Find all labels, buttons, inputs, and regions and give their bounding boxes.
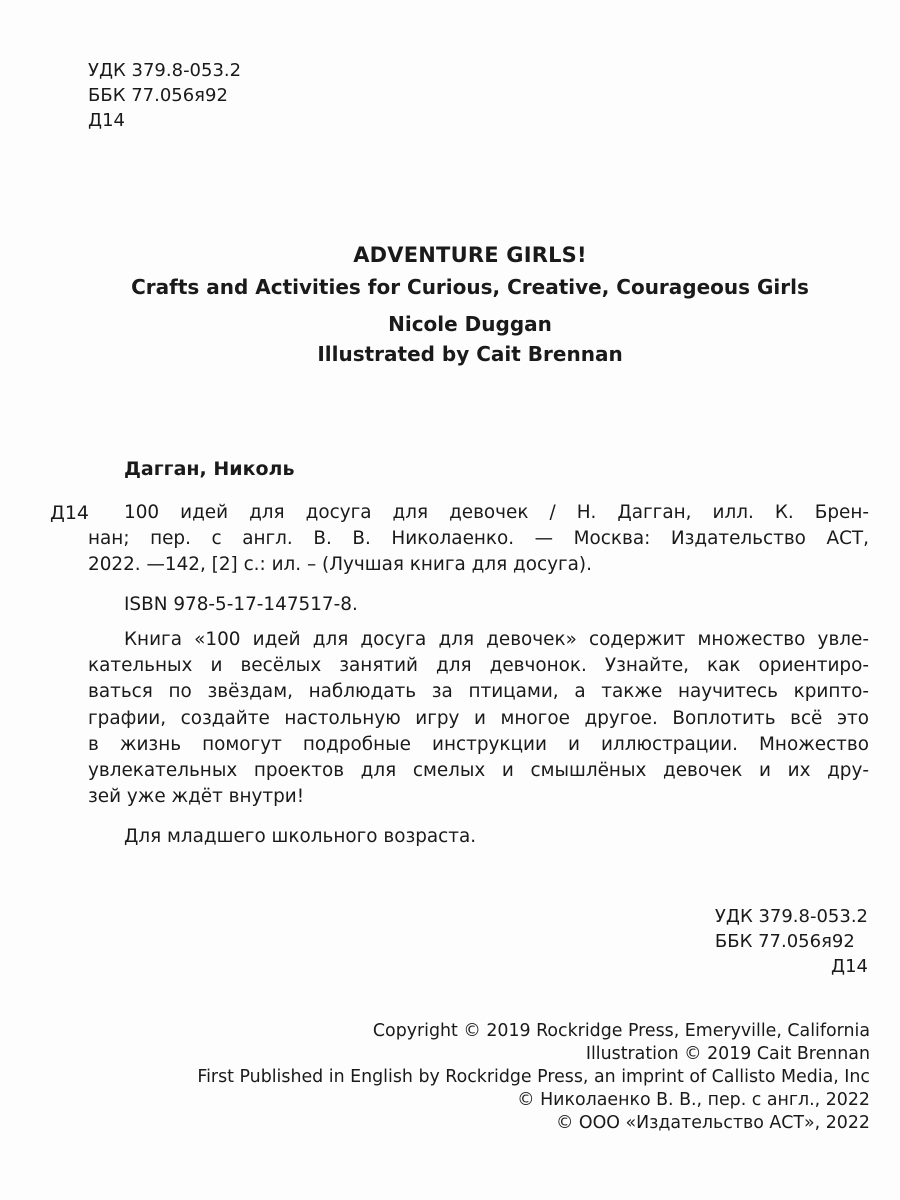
bibliographic-description	[124, 500, 869, 526]
bib-line: 100 идей для досуга для девочек / Н. Дагган, илл. К. Брен-	[124, 502, 869, 523]
bib-line: 2022. —142, [2] с.: ил. – (Лучшая книга для досуга).	[88, 554, 592, 575]
annotation-line: в жизнь помогут подробные инструкции и иллюстрации. Множество	[88, 733, 869, 755]
catalog-author-heading: Дагган, Николь	[124, 458, 295, 480]
annotation-line: Книга «100 идей для досуга для девочек» содержит множество увле-	[124, 629, 869, 650]
copyright-block	[197, 1020, 870, 1135]
bbk-code: ББК 77.056я92	[88, 85, 228, 106]
author-mark: Д14	[831, 956, 868, 977]
annotation-line: ваться по звёздам, наблюдать за птицами, а также научитесь крипто-	[88, 681, 869, 703]
book-author: Nicole Duggan	[388, 312, 552, 336]
catalog-index: Д14	[50, 502, 90, 524]
classification-codes-bottom	[715, 904, 868, 979]
isbn: ISBN 978-5-17-147517-8.	[124, 594, 358, 615]
udk-code: УДК 379.8-053.2	[88, 60, 242, 81]
annotation-line: кательных и весёлых занятий для девчонок. Узнайте, как ориентиро-	[88, 655, 869, 677]
annotation-line: увлекательных проектов для смелых и смышлёных девочек и их дру-	[88, 760, 869, 782]
copyright-line: Illustration © 2019 Cait Brennan	[585, 1044, 870, 1064]
bbk-code: ББК 77.056я92	[714, 931, 855, 952]
book-subtitle: Crafts and Activities for Curious, Creative, Courageous Girls	[131, 275, 809, 299]
copyright-line: © Николаенко В. В., пер. с англ., 2022	[517, 1090, 870, 1110]
author-mark: Д14	[88, 110, 125, 131]
book-title: ADVENTURE GIRLS!	[353, 243, 587, 267]
original-title-block	[40, 240, 900, 369]
age-rating: Для младшего школьного возраста.	[124, 826, 477, 847]
classification-codes-top	[88, 58, 241, 133]
copyright-line: First Published in English by Rockridge Press, an imprint of Callisto Media, Inc	[197, 1067, 870, 1087]
annotation	[88, 627, 869, 810]
copyright-line: Copyright © 2019 Rockridge Press, Emeryville, California	[372, 1021, 870, 1041]
bibliographic-description-continued	[88, 526, 869, 578]
udk-code: УДК 379.8-053.2	[714, 906, 868, 927]
copyright-line: © ООО «Издательство АСТ», 2022	[555, 1113, 870, 1133]
annotation-line: графии, создайте настольную игру и многое другое. Воплотить всё это	[88, 707, 869, 729]
bib-line: нан; пер. с англ. В. В. Николаенко. — Москва: Издательство АСТ,	[88, 528, 869, 549]
annotation-line: зей уже ждёт внутри!	[88, 786, 305, 808]
book-illustrator: Illustrated by Cait Brennan	[317, 342, 623, 366]
